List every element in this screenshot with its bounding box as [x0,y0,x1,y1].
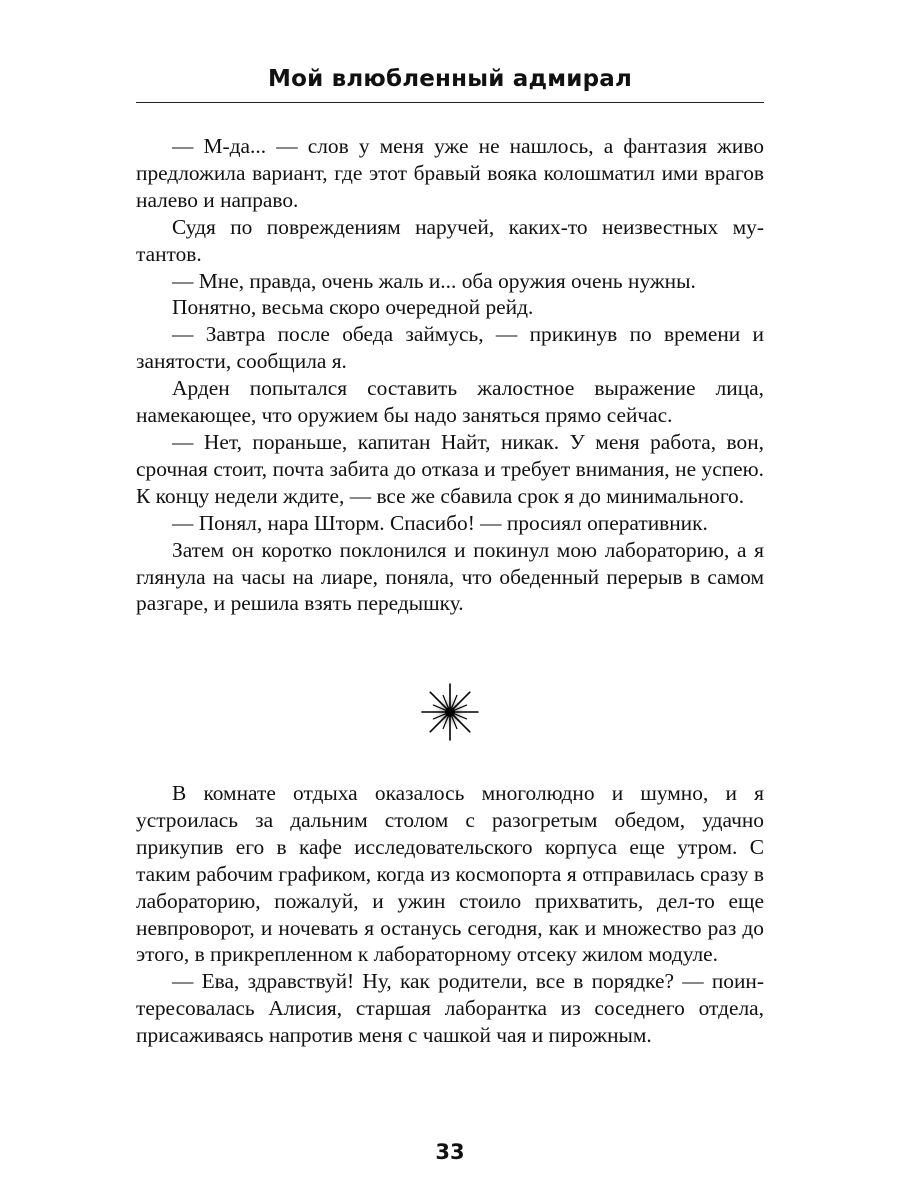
paragraph: — Ева, здравствуй! Ну, как родители, все в порядке? — поинтересовалась Алисия, старшая лаборантка из соседнего отдела, присаживаясь напротив меня с чашкой чая и пирожным. [136,969,764,1048]
text-block-after-break [136,780,764,1049]
book-title: Мой влюбленный адмирал [267,66,633,92]
running-header [136,62,764,103]
paragraph: — Понял, нара Шторм. Спасибо! — просиял оперативник. [172,510,708,535]
paragraph: Арден попытался составить жалостное выражение лица, намекающее, что оружием бы надо заняться прямо сейчас. [136,376,764,428]
paragraph: — М-да... — слов у меня уже не нашлось, а фантазия живо предложила вариант, где этот бравый вояка колошматил ими врагов налево и направо. [136,134,764,212]
paragraph: — Завтра после обеда займусь, — прикинув по времени и занятости, сообщила я. [136,322,764,374]
paragraph: — Нет, пораньше, капитан Найт, никак. У меня работа, вон, срочная стоит, почта забита до отказа и требует внимания, не успею. К концу недели ждите, — все же сбавила срок я до минимального. [136,429,764,508]
paragraph: Понятно, весьма скоро очередной рейд. [172,295,534,320]
starburst-icon [418,680,482,744]
paragraph: Судя по повреждениям наручей, каких-то неизвестных мутантов. [136,214,764,266]
paragraph: — Мне, правда, очень жаль и... оба оружия очень нужны. [172,268,696,293]
page-number: 33 [435,1140,465,1164]
paragraph: В комнате отдыха оказалось многолюдно и шумно, и я устроилась за дальним столом с разогретым обедом, удачно прикупив его в кафе исследовательского корпуса еще утром. С таким рабочим графиком, когда из космопорта я отправилась сразу в лабораторию, пожалуй, и ужин стоило прихватить, дел-то еще невпроворот, и ночевать я останусь сегодня, как и множество раз до этого, в прикрепленном к лабораторному отсеку жилом модуле. [136,781,764,967]
paragraph: Затем он коротко поклонился и покинул мою лабораторию, а я глянула на часы на лиаре, поняла, что обеденный перерыв в самом разгаре, и решила взять передышку. [136,537,764,616]
text-block-before-break [136,133,764,617]
